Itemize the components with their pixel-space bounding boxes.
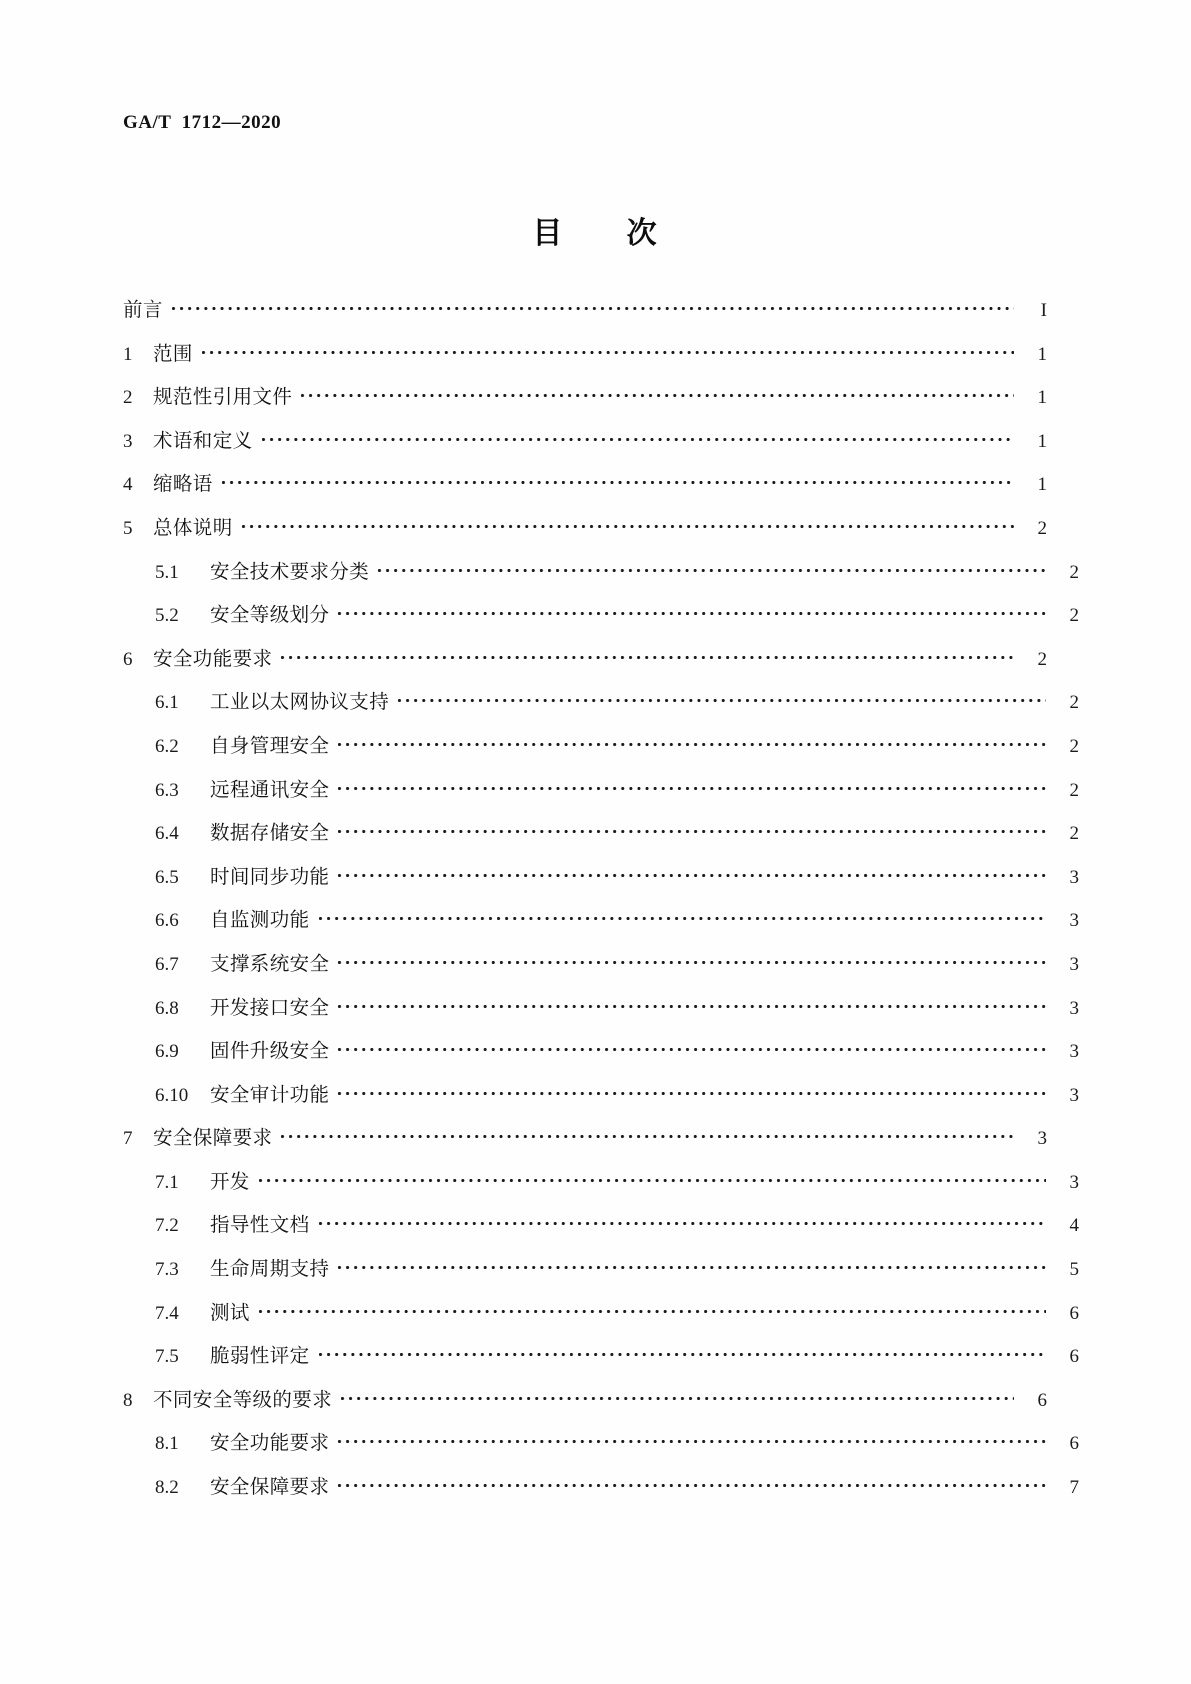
toc-entry[interactable] bbox=[123, 863, 1079, 907]
toc-entry-label: 安全保障要求 bbox=[153, 1126, 273, 1150]
toc-entry[interactable] bbox=[123, 819, 1079, 863]
toc-entry-page-number: 3 bbox=[1069, 910, 1079, 932]
toc-entry-page-number: I bbox=[1040, 300, 1047, 321]
toc-entry-label: 前言 bbox=[123, 298, 163, 321]
toc-entry-number: 7.4 bbox=[155, 1302, 179, 1324]
toc-entry-page-number: 2 bbox=[1069, 561, 1079, 583]
toc-entry-page-number: 3 bbox=[1069, 1084, 1079, 1106]
toc-entry-number: 6.4 bbox=[155, 823, 179, 845]
toc-entry-number: 5.1 bbox=[155, 561, 179, 583]
toc-dot-leader bbox=[259, 1299, 1046, 1319]
toc-entry[interactable] bbox=[123, 558, 1079, 602]
toc-entry-number: 6.8 bbox=[155, 997, 179, 1019]
toc-entry[interactable] bbox=[123, 383, 1047, 427]
toc-entry[interactable] bbox=[123, 1124, 1047, 1168]
document-standard-number: GA/T 1712—2020 bbox=[123, 112, 282, 133]
toc-entry-label: 开发 bbox=[210, 1169, 250, 1193]
toc-entry-number: 7.3 bbox=[155, 1259, 179, 1281]
toc-entry-page-number: 4 bbox=[1069, 1215, 1079, 1237]
toc-entry[interactable] bbox=[123, 1081, 1079, 1125]
toc-entry-label: 远程通讯安全 bbox=[210, 777, 330, 801]
toc-entry[interactable] bbox=[123, 470, 1047, 514]
toc-entry[interactable] bbox=[123, 601, 1079, 645]
toc-entry-label: 安全功能要求 bbox=[210, 1431, 330, 1455]
toc-entry[interactable] bbox=[123, 1342, 1079, 1386]
toc-entry-page-number: 3 bbox=[1037, 1128, 1047, 1150]
toc-entry-number: 5.2 bbox=[155, 605, 179, 627]
toc-entry-number: 1 bbox=[123, 343, 133, 365]
toc-entry-label: 指导性文档 bbox=[210, 1213, 310, 1237]
toc-dot-leader bbox=[202, 340, 1014, 360]
toc-entry-page-number: 1 bbox=[1037, 387, 1047, 409]
toc-entry-number: 5 bbox=[123, 517, 133, 539]
toc-entry-page-number: 6 bbox=[1069, 1302, 1079, 1324]
toc-entry[interactable] bbox=[123, 994, 1079, 1038]
toc-entry-number: 6 bbox=[123, 648, 133, 670]
toc-entry-page-number: 1 bbox=[1037, 430, 1047, 452]
toc-entry-number: 8 bbox=[123, 1389, 133, 1411]
toc-dot-leader bbox=[398, 688, 1046, 708]
toc-entry-number: 7.2 bbox=[155, 1215, 179, 1237]
toc-entry-number: 8.2 bbox=[155, 1477, 179, 1499]
toc-dot-leader bbox=[338, 994, 1046, 1014]
toc-dot-leader bbox=[301, 383, 1014, 403]
toc-entry-number: 2 bbox=[123, 387, 133, 409]
toc-entry[interactable] bbox=[123, 732, 1079, 776]
toc-dot-leader bbox=[341, 1386, 1014, 1406]
toc-entry-label: 安全等级划分 bbox=[210, 603, 330, 627]
toc-entry-page-number: 2 bbox=[1069, 823, 1079, 845]
toc-entry-label: 时间同步功能 bbox=[210, 864, 330, 888]
toc-entry-label: 开发接口安全 bbox=[210, 995, 330, 1019]
toc-entry-page-number: 3 bbox=[1069, 1041, 1079, 1063]
toc-dot-leader bbox=[319, 906, 1046, 926]
toc-entry-page-number: 5 bbox=[1069, 1259, 1079, 1281]
toc-entry-page-number: 2 bbox=[1069, 605, 1079, 627]
toc-entry-number: 6.5 bbox=[155, 866, 179, 888]
toc-entry[interactable] bbox=[123, 514, 1047, 558]
toc-dot-leader bbox=[338, 601, 1046, 621]
toc-entry-page-number: 2 bbox=[1037, 517, 1047, 539]
toc-entry[interactable] bbox=[123, 1386, 1047, 1430]
toc-entry-page-number: 3 bbox=[1069, 997, 1079, 1019]
toc-entry-number: 6.3 bbox=[155, 779, 179, 801]
toc-entry-page-number: 2 bbox=[1069, 735, 1079, 757]
toc-dot-leader bbox=[338, 732, 1046, 752]
toc-dot-leader bbox=[319, 1211, 1046, 1231]
toc-entry-label: 支撑系统安全 bbox=[210, 951, 330, 975]
toc-entry-label: 固件升级安全 bbox=[210, 1039, 330, 1063]
toc-entry-number: 3 bbox=[123, 430, 133, 452]
toc-dot-leader bbox=[319, 1342, 1046, 1362]
page-title: 目 次 bbox=[532, 216, 659, 251]
toc-entry[interactable] bbox=[123, 776, 1079, 820]
toc-entry[interactable] bbox=[123, 296, 1047, 340]
toc-entry-number: 4 bbox=[123, 474, 133, 496]
toc-dot-leader bbox=[338, 776, 1046, 796]
toc-entry-label: 安全技术要求分类 bbox=[210, 559, 370, 583]
toc-entry-number: 6.6 bbox=[155, 910, 179, 932]
toc-dot-leader bbox=[338, 1037, 1046, 1057]
toc-entry-label: 生命周期支持 bbox=[210, 1257, 330, 1281]
toc-entry-page-number: 3 bbox=[1069, 953, 1079, 975]
toc-entry-number: 8.1 bbox=[155, 1433, 179, 1455]
toc-dot-leader bbox=[242, 514, 1014, 534]
toc-dot-leader bbox=[338, 1473, 1046, 1493]
toc-entry-label: 自监测功能 bbox=[210, 908, 310, 932]
toc-entry-label: 缩略语 bbox=[153, 472, 213, 496]
toc-entry-number: 7.1 bbox=[155, 1171, 179, 1193]
toc-entry-label: 工业以太网协议支持 bbox=[210, 690, 390, 714]
toc-entry[interactable] bbox=[123, 688, 1079, 732]
toc-entry[interactable] bbox=[123, 1255, 1079, 1299]
toc-entry[interactable] bbox=[123, 1429, 1079, 1473]
toc-entry-label: 不同安全等级的要求 bbox=[153, 1387, 333, 1411]
toc-entry[interactable] bbox=[123, 1473, 1079, 1517]
toc-entry-page-number: 2 bbox=[1037, 648, 1047, 670]
toc-dot-leader bbox=[338, 950, 1046, 970]
toc-entry-number: 6.7 bbox=[155, 953, 179, 975]
toc-entry-number: 6.10 bbox=[155, 1084, 189, 1106]
toc-entry[interactable] bbox=[123, 906, 1079, 950]
toc-dot-leader bbox=[378, 558, 1046, 578]
toc-entry-number: 6.1 bbox=[155, 692, 179, 714]
toc-dot-leader bbox=[222, 470, 1014, 490]
toc-entry-page-number: 1 bbox=[1037, 474, 1047, 496]
toc-dot-leader bbox=[338, 819, 1046, 839]
toc-entry-page-number: 6 bbox=[1069, 1433, 1079, 1455]
toc-entry-label: 安全功能要求 bbox=[153, 646, 273, 670]
toc-dot-leader bbox=[262, 427, 1014, 447]
toc-entry-label: 自身管理安全 bbox=[210, 733, 330, 757]
toc-entry[interactable] bbox=[123, 1037, 1079, 1081]
toc-entry-page-number: 6 bbox=[1069, 1346, 1079, 1368]
toc-entry[interactable] bbox=[123, 1211, 1079, 1255]
toc-entry-label: 总体说明 bbox=[153, 515, 233, 539]
toc-entry-page-number: 7 bbox=[1069, 1477, 1079, 1499]
toc-dot-leader bbox=[338, 1081, 1046, 1101]
toc-dot-leader bbox=[281, 1124, 1014, 1144]
toc-entry[interactable] bbox=[123, 427, 1047, 471]
toc-dot-leader bbox=[338, 863, 1046, 883]
toc-entry-number: 6.9 bbox=[155, 1041, 179, 1063]
toc-entry-page-number: 2 bbox=[1069, 692, 1079, 714]
toc-entry-page-number: 1 bbox=[1037, 343, 1047, 365]
toc-entry-number: 7 bbox=[123, 1128, 133, 1150]
toc-dot-leader bbox=[338, 1255, 1046, 1275]
toc-dot-leader bbox=[338, 1429, 1046, 1449]
toc-entry-number: 6.2 bbox=[155, 735, 179, 757]
toc-entry-page-number: 3 bbox=[1069, 866, 1079, 888]
toc-entry-label: 规范性引用文件 bbox=[153, 385, 293, 409]
toc-entry-label: 安全保障要求 bbox=[210, 1475, 330, 1499]
toc-entry-page-number: 6 bbox=[1037, 1389, 1047, 1411]
toc-entry[interactable] bbox=[123, 340, 1047, 384]
toc-entry-number: 7.5 bbox=[155, 1346, 179, 1368]
toc-entry[interactable] bbox=[123, 950, 1079, 994]
toc-dot-leader bbox=[172, 296, 1014, 316]
table-of-contents bbox=[123, 296, 1079, 1517]
toc-entry-page-number: 3 bbox=[1069, 1171, 1079, 1193]
toc-entry[interactable] bbox=[123, 1168, 1079, 1212]
toc-entry-label: 脆弱性评定 bbox=[210, 1344, 310, 1368]
toc-dot-leader bbox=[281, 645, 1014, 665]
toc-entry-label: 术语和定义 bbox=[153, 428, 253, 452]
toc-dot-leader bbox=[259, 1168, 1046, 1188]
toc-entry-label: 范围 bbox=[153, 341, 193, 365]
toc-entry-label: 数据存储安全 bbox=[210, 821, 330, 845]
toc-entry-label: 安全审计功能 bbox=[210, 1082, 330, 1106]
toc-entry[interactable] bbox=[123, 645, 1047, 689]
toc-entry[interactable] bbox=[123, 1299, 1079, 1343]
toc-entry-label: 测试 bbox=[210, 1300, 250, 1324]
toc-entry-page-number: 2 bbox=[1069, 779, 1079, 801]
